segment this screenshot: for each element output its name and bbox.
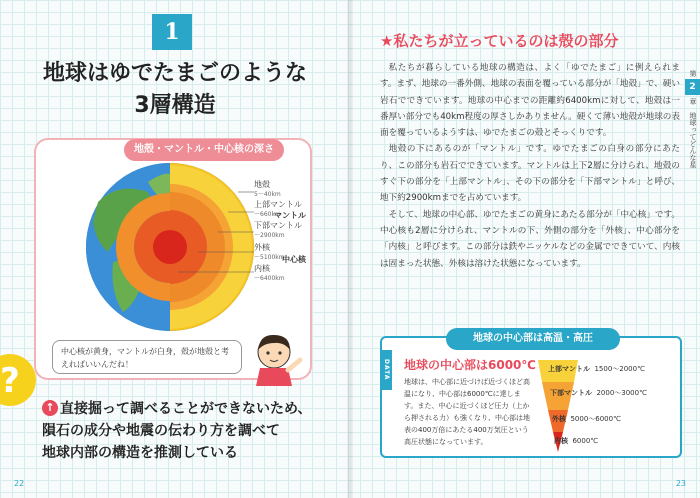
question-mark-icon (0, 350, 40, 410)
chapter-side-tab (685, 70, 700, 168)
layer-upper-mantle: 上部マントル 1500～2000℃ (548, 365, 645, 373)
layer-inner-core: 内核 6000℃ (554, 437, 599, 445)
side-prefix: 第 (689, 70, 697, 77)
layer-lower-mantle: 下部マントル 2000～3000℃ (550, 389, 647, 397)
paragraph-2: 地殻の下にあるのが「マントル」です。ゆでたまごの白身の部分にあたり、この部分も岩石でできています。マントルは上下2層に分けられ、地殻のすぐ下の部分を「上部マントル」、その下の部分を「下部マントル」と呼び、地下約2900kmまでを占めています。 (380, 144, 680, 204)
data-box-text: 地球は、中心部に近づけば近づくほど高温になり、中心部は6000℃に達します。また、中心に近づくほど圧力（上から押される力）も強くなり、中心部は地表の400万倍にあたる400万気圧という高圧状態になっています。 (404, 378, 530, 446)
paragraph-1: 私たちが暮らしている地球の構造は、よく「ゆでたまご」に例えられます。まず、地球の一番外側、地球の表面を覆っている部分が「地殻」で、硬い岩石でできています。地球の中心までの距離約6400kmに対して、地殻は一番厚い部分でも40km程度の厚さしかありません。硬くて薄い地殻が地球の表面を覆っているようすは、ゆでたまごの殻とそっくりです。 (380, 63, 680, 139)
core-group-label: 中心核 (282, 255, 306, 264)
right-page (350, 0, 700, 498)
boy-character-icon (244, 330, 304, 386)
title-line-1: 地球はゆでたまごのような (42, 61, 307, 86)
crust-label: 地殻 5～40km (254, 180, 281, 198)
chapter-number-badge: 1 (152, 14, 192, 50)
page-number-right: 23 (675, 479, 686, 488)
page-number-left: 22 (14, 479, 25, 488)
section-title: ★私たちが立っているのは殻の部分 (380, 32, 619, 50)
layer-outer-core: 外核 5000～6000℃ (552, 415, 621, 423)
speech-bubble: 中心核が黄身，マントルが白身，殻が地殻と考えればいいんだね！ (52, 340, 242, 374)
side-chapter-number: 2 (685, 79, 700, 95)
outer-core-label: 外核 ～5100km (254, 243, 285, 261)
lower-mantle-label: 下部マントル ～2900km (254, 221, 302, 239)
page-title (20, 58, 330, 122)
up-arrow-icon: ↑ (42, 400, 58, 416)
data-tag: DATA (380, 350, 392, 390)
mantle-group-label: マントル (274, 211, 306, 220)
svg-text:?: ? (0, 361, 20, 401)
inner-core-label: 内核 ～6400km (254, 264, 285, 282)
key-point-text: ↑ 直接掘って調べることができないため、 隕石の成分や地震の伝わり方を調べて 地球内部の構造を推測している (42, 401, 312, 461)
data-box (380, 333, 682, 458)
diagram-header: 地殻・マントル・中心核の深さ (124, 139, 284, 161)
body-text (380, 60, 680, 272)
data-box-title: 地球の中心部は6000℃ (404, 358, 536, 372)
title-line-2: 3層構造 (134, 93, 216, 118)
upper-mantle-label: 上部マントル ～660km (254, 200, 302, 218)
paragraph-3: そして、地球の中心部、ゆでたまごの黄身にあたる部分が「中心核」です。中心核も2層に分けられ、マントルの下、外側の部分を「外核」、中心部分を「内核」と呼びます。この部分は鉄やニッケルなどの金属でできていて、内核は固まった状態、外核は溶けた状態になっています。 (380, 209, 680, 269)
side-chapter-title: 章 地球ってどんな星 (689, 98, 697, 168)
data-box-header: 地球の中心部は高温・高圧 (446, 328, 620, 350)
